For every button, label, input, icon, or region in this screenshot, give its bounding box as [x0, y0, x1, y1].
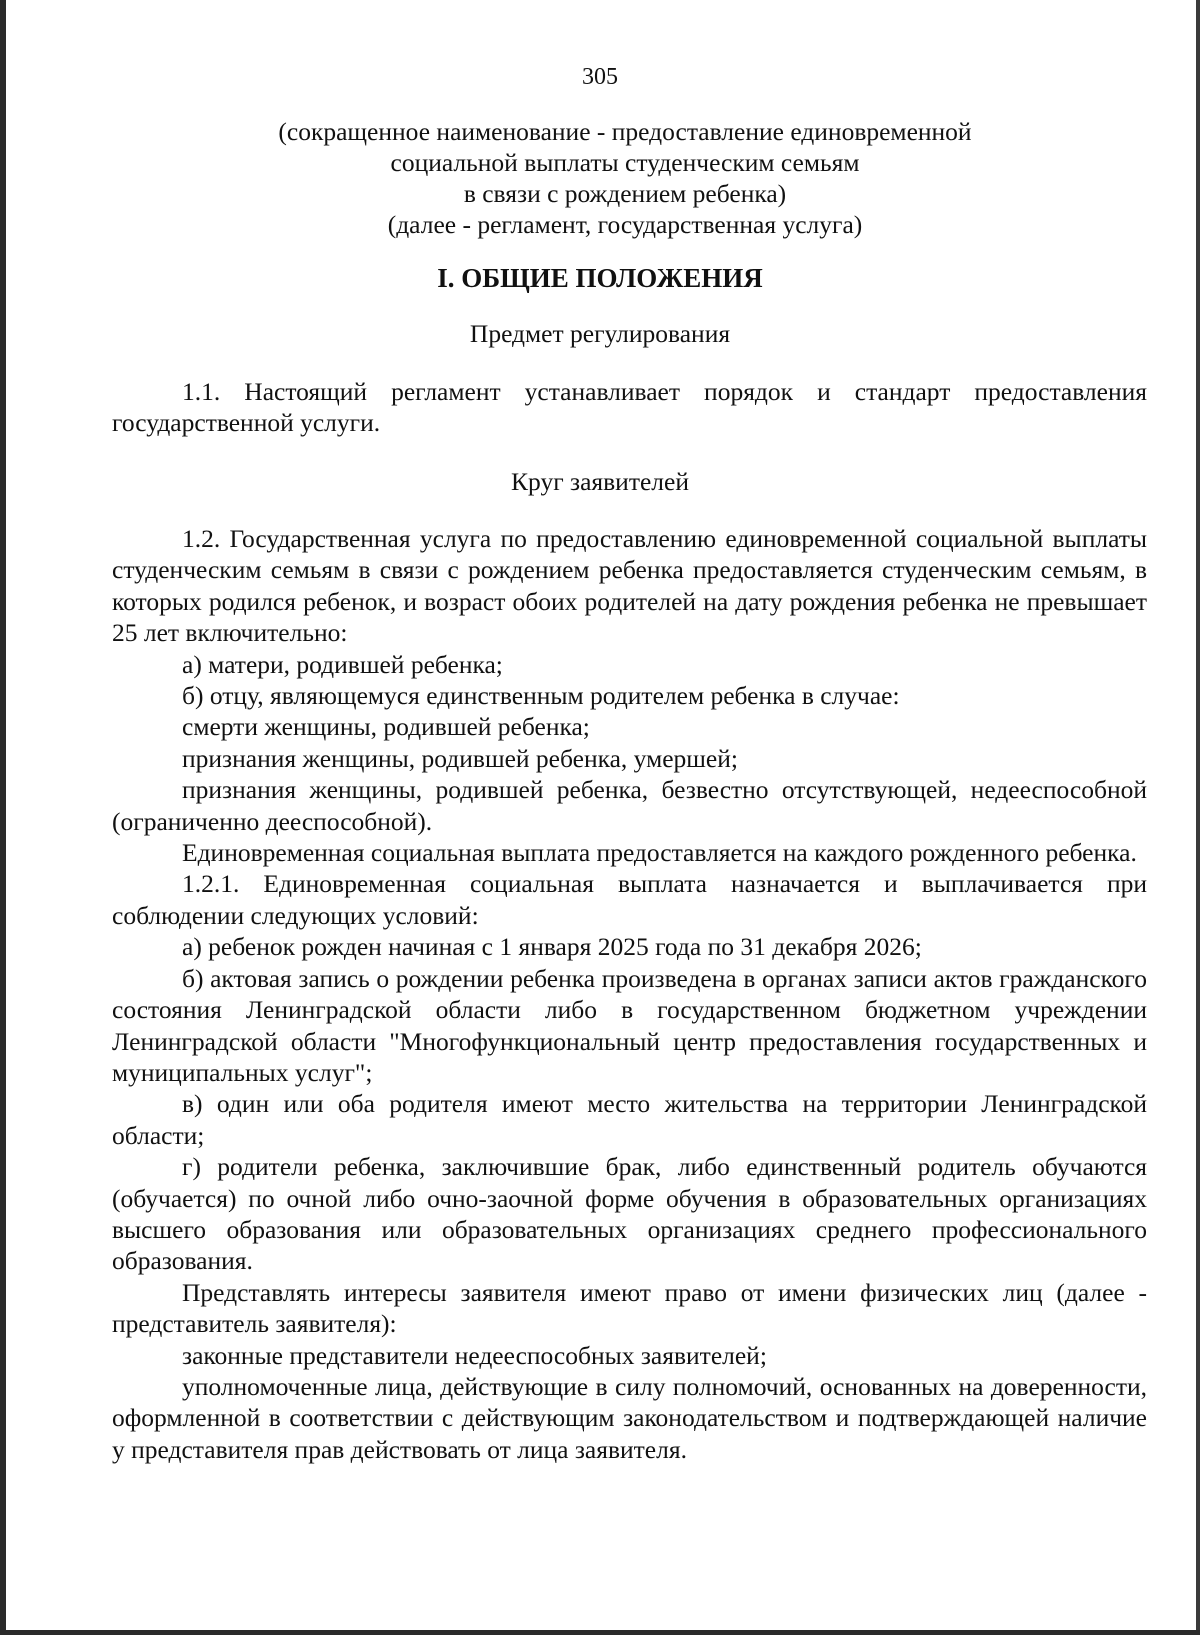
paragraph: Единовременная социальная выплата предоставляется на каждого рожденного ребенка.: [182, 838, 1137, 868]
scan-edge-bottom: [0, 1630, 1200, 1635]
title-line: в связи с рождением ребенка): [463, 179, 787, 208]
paragraph: Представлять интересы заявителя имеют право от имени физических лиц (далее - представитель заявителя):: [112, 1277, 1147, 1339]
paragraph: б) актовая запись о рождении ребенка произведена в органах записи актов гражданского состояния Ленинградской области либо в государственном бюджетном учреждении Ленинградской области "Многофункциональный центр предоставления государственных и муниципальных услуг";: [112, 963, 1147, 1087]
title-line: социальной выплаты студенческим семьям: [390, 148, 860, 177]
paragraph: г) родители ребенка, заключившие брак, либо единственный родитель обучаются (обучается) по очной либо очно-заочной форме обучения в образовательных организациях высшего образования или образовательных организациях среднего профессионального образования.: [112, 1152, 1147, 1276]
document-title: [125, 116, 1125, 240]
applicants-paragraphs: [112, 523, 1147, 1465]
title-line: (далее - регламент, государственная услуга): [387, 210, 863, 239]
paragraph: смерти женщины, родившей ребенка;: [182, 712, 590, 742]
subject-paragraphs: [112, 376, 1147, 439]
subheading-subject: Предмет регулирования: [469, 319, 731, 348]
paragraph: б) отцу, являющемуся единственным родителем ребенка в случае:: [182, 681, 900, 711]
scan-edge-left: [0, 0, 6, 1635]
paragraph: признания женщины, родившей ребенка, умершей;: [182, 743, 738, 773]
paragraph: признания женщины, родившей ребенка, безвестно отсутствующей, недееспособной (ограниченно дееспособной).: [112, 775, 1147, 836]
paragraph: а) матери, родившей ребенка;: [182, 649, 503, 679]
page-number: 305: [582, 64, 618, 90]
paragraph: а) ребенок рожден начиная с 1 января 2025 года по 31 декабря 2026;: [182, 932, 922, 962]
paragraph: уполномоченные лица, действующие в силу полномочий, основанных на доверенности, оформленной в соответствии с действующим законодательством и подтверждающей наличие у представителя прав действовать от лица заявителя.: [112, 1371, 1147, 1464]
subheading-applicants: Круг заявителей: [511, 467, 689, 496]
section-heading: I. ОБЩИЕ ПОЛОЖЕНИЯ: [437, 263, 763, 293]
paragraph: в) один или оба родителя имеют место жительства на территории Ленинградской области;: [112, 1089, 1147, 1150]
scan-edge-right: [1196, 0, 1200, 1635]
paragraph: законные представители недееспособных заявителей;: [182, 1340, 767, 1370]
paragraph: 1.2. Государственная услуга по предоставлению единовременной социальной выплаты студенческим семьям в связи с рождением ребенка предоставляется студенческим семьям, в которых родился ребенок, и возраст обоих родителей на дату рождения ребенка не превышает 25 лет включительно:: [112, 524, 1147, 648]
paragraph: 1.2.1. Единовременная социальная выплата назначается и выплачивается при соблюдении следующих условий:: [112, 869, 1147, 930]
title-line: (сокращенное наименование - предоставление единовременной: [278, 117, 972, 146]
paragraph: 1.1. Настоящий регламент устанавливает порядок и стандарт предоставления государственной услуги.: [112, 377, 1147, 438]
